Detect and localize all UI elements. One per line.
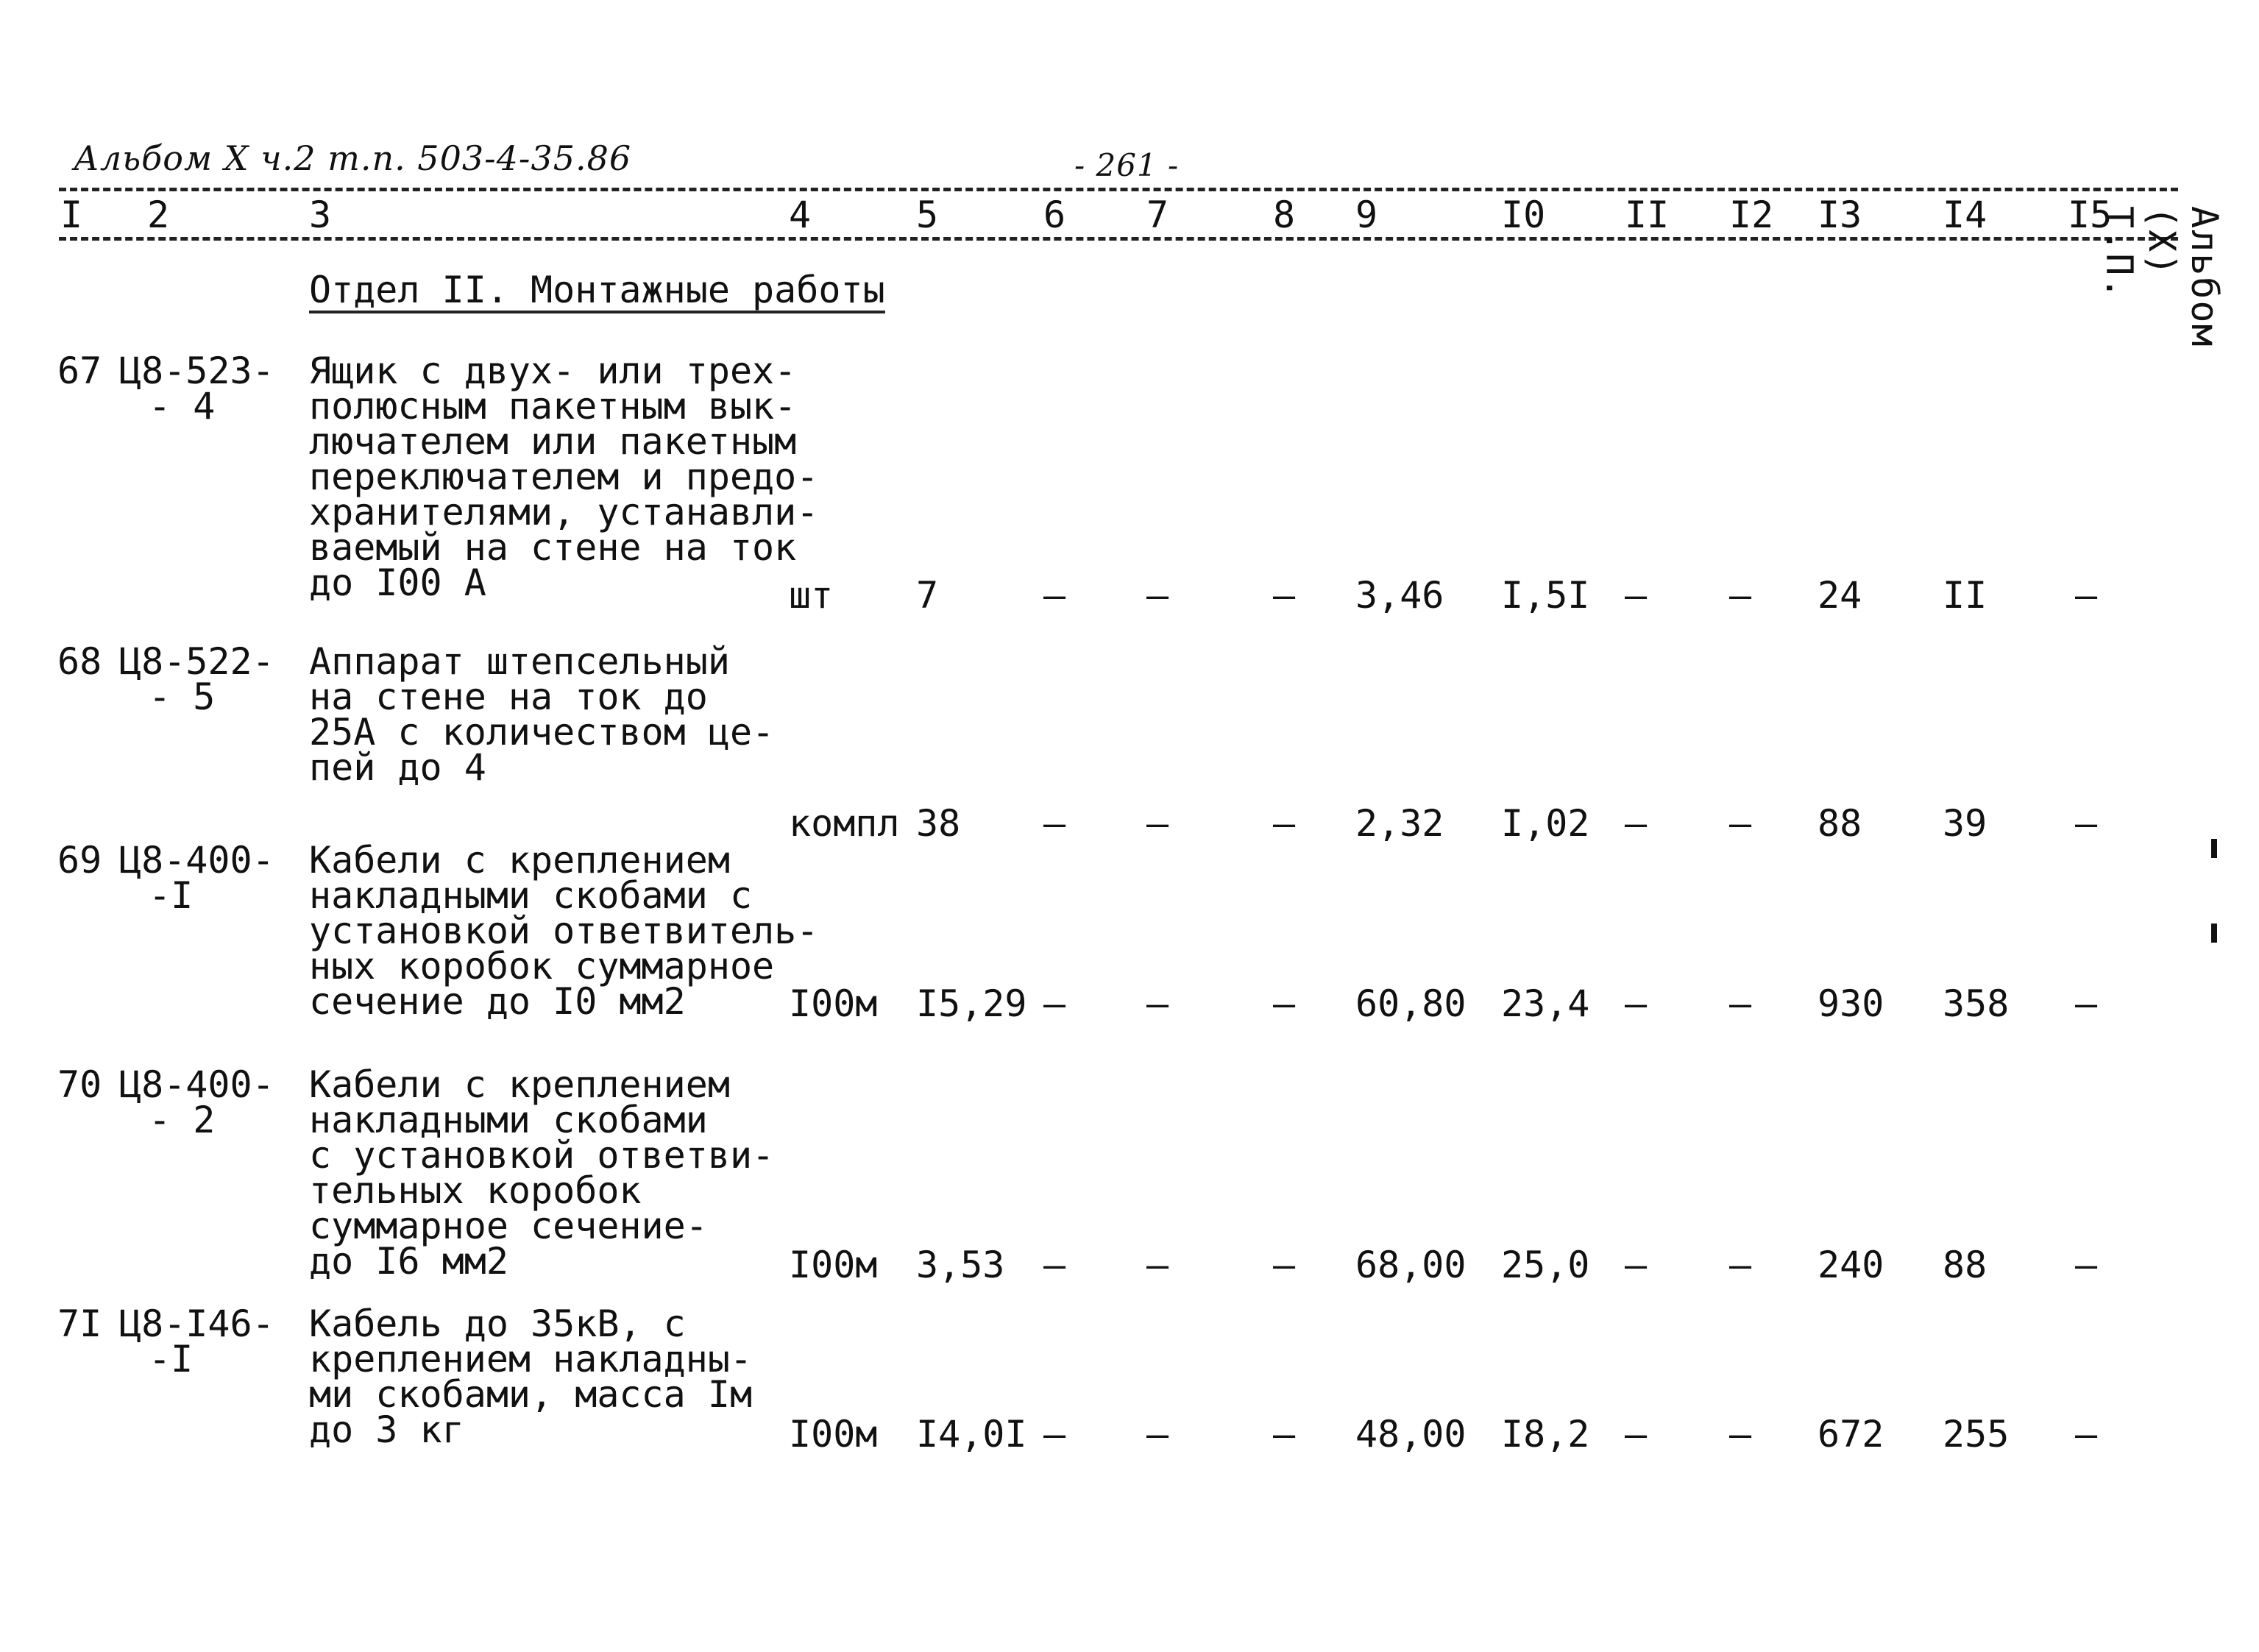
cell-col12: – [1729, 982, 1752, 1025]
column-number: 4 [789, 194, 812, 236]
cell-col6: – [1043, 574, 1066, 617]
description-line: с установкой ответви- [309, 1134, 775, 1177]
row-number: 68 [57, 640, 102, 683]
cell-col7: – [1146, 574, 1169, 617]
row-code [119, 640, 274, 718]
margin-mark [2211, 924, 2217, 943]
cell-col6: – [1043, 802, 1066, 845]
cell-col12: – [1729, 1244, 1752, 1286]
description-line: Кабели с креплением [309, 839, 730, 882]
description-line: лючателем или пакетным [309, 420, 797, 463]
description-line: до I6 мм2 [309, 1240, 508, 1283]
row-code-line: Ц8-523- [119, 350, 274, 392]
row-description [309, 839, 819, 1023]
row-code [119, 350, 274, 428]
cell-col13: 240 [1818, 1244, 1884, 1286]
row-description [309, 1302, 753, 1451]
cell-unit: I00м [789, 1413, 878, 1456]
description-line: переключателем и предо- [309, 455, 819, 498]
cell-col5: 3,53 [916, 1244, 1005, 1286]
column-number: 3 [309, 194, 332, 236]
row-description [309, 640, 775, 789]
row-number: 69 [57, 839, 102, 882]
row-number: 67 [57, 350, 102, 392]
section-title: Отдел II. Монтажные работы [309, 271, 885, 313]
column-number: 5 [916, 194, 939, 236]
cell-col13: 672 [1818, 1413, 1884, 1456]
row-description [309, 350, 819, 604]
cell-col8: – [1273, 982, 1296, 1025]
cell-unit: компл [789, 802, 900, 845]
row-code-line: Ц8-400- [119, 1063, 274, 1106]
cell-col13: 88 [1818, 802, 1862, 845]
description-line: полюсным пакетным вык- [309, 385, 797, 428]
column-number: 2 [147, 194, 170, 236]
cell-col14: 39 [1943, 802, 1987, 845]
description-line: установкой ответвитель- [309, 910, 819, 952]
cell-col14: II [1943, 574, 1987, 617]
side-margin-label: Альбом (X) Т.П. [2098, 206, 2226, 348]
description-line: креплением накладны- [309, 1338, 753, 1380]
column-number: I4 [1943, 194, 1987, 236]
cell-col6: – [1043, 1413, 1066, 1456]
cell-col7: – [1146, 802, 1169, 845]
description-line: до 3 кг [309, 1408, 464, 1451]
cell-col10: 25,0 [1501, 1244, 1590, 1286]
row-number: 70 [57, 1063, 102, 1106]
column-number: I3 [1818, 194, 1862, 236]
cell-col9: 60,80 [1355, 982, 1467, 1025]
description-line: накладными скобами с [309, 874, 753, 917]
cell-col5: 38 [916, 802, 961, 845]
cell-col15: – [2075, 982, 2098, 1025]
row-code-line: -I [149, 1338, 194, 1380]
cell-col7: – [1146, 1413, 1169, 1456]
row-description [309, 1063, 775, 1283]
margin-mark [2211, 839, 2217, 858]
cell-col6: – [1043, 1244, 1066, 1286]
cell-col11: – [1625, 802, 1648, 845]
description-line: Кабели с креплением [309, 1063, 730, 1106]
column-number: I5 [2068, 194, 2113, 236]
description-line: 25А с количеством це- [309, 711, 775, 754]
cell-col5: I5,29 [916, 982, 1027, 1025]
cell-col11: – [1625, 1413, 1648, 1456]
cell-col9: 68,00 [1355, 1244, 1467, 1286]
cell-col8: – [1273, 802, 1296, 845]
cell-col10: 23,4 [1501, 982, 1590, 1025]
row-code [119, 839, 274, 917]
description-line: сечение до I0 мм2 [309, 980, 686, 1023]
column-number: I2 [1729, 194, 1774, 236]
description-line: до I00 А [309, 561, 486, 604]
description-line: пей до 4 [309, 746, 486, 789]
cell-col5: I4,0I [916, 1413, 1027, 1456]
cell-col8: – [1273, 1413, 1296, 1456]
cell-col14: 255 [1943, 1413, 2010, 1456]
column-number: I0 [1501, 194, 1546, 236]
description-line: тельных коробок [309, 1169, 642, 1212]
cell-col11: – [1625, 982, 1648, 1025]
cell-unit: шт [789, 574, 834, 617]
cell-col15: – [2075, 1244, 2098, 1286]
cell-col10: I,02 [1501, 802, 1590, 845]
row-number: 7I [57, 1302, 102, 1345]
cell-col15: – [2075, 574, 2098, 617]
column-number: 7 [1146, 194, 1169, 236]
cell-col14: 358 [1943, 982, 2010, 1025]
cell-col7: – [1146, 1244, 1169, 1286]
cell-col9: 3,46 [1355, 574, 1444, 617]
row-code [119, 1063, 274, 1141]
description-line: ваемый на стене на ток [309, 526, 797, 569]
description-line: Ящик с двух- или трех- [309, 350, 797, 392]
cell-col12: – [1729, 574, 1752, 617]
row-code [119, 1302, 274, 1380]
description-line: хранителями, устанавли- [309, 491, 819, 533]
column-number: I [60, 194, 83, 236]
cell-col7: – [1146, 982, 1169, 1025]
description-line: Аппарат штепсельный [309, 640, 730, 683]
cell-unit: I00м [789, 1244, 878, 1286]
cell-col15: – [2075, 1413, 2098, 1456]
description-line: на стене на ток до [309, 676, 708, 718]
column-number: 8 [1273, 194, 1296, 236]
column-number: II [1625, 194, 1670, 236]
row-code-line: -I [149, 874, 194, 917]
cell-col10: I8,2 [1501, 1413, 1590, 1456]
cell-col11: – [1625, 574, 1648, 617]
row-code-line: - 4 [149, 385, 216, 428]
cell-col13: 930 [1818, 982, 1884, 1025]
cell-col12: – [1729, 802, 1752, 845]
cell-col11: – [1625, 1244, 1648, 1286]
column-number: 6 [1043, 194, 1066, 236]
row-code-line: Ц8-522- [119, 640, 274, 683]
cell-col9: 2,32 [1355, 802, 1444, 845]
cell-unit: I00м [789, 982, 878, 1025]
row-code-line: - 2 [149, 1099, 216, 1141]
cell-col9: 48,00 [1355, 1413, 1467, 1456]
cell-col5: 7 [916, 574, 939, 617]
cell-col6: – [1043, 982, 1066, 1025]
cell-col10: I,5I [1501, 574, 1590, 617]
cell-col12: – [1729, 1413, 1752, 1456]
cell-col15: – [2075, 802, 2098, 845]
cell-col8: – [1273, 574, 1296, 617]
description-line: накладными скобами [309, 1099, 708, 1141]
header-bottom-rule [59, 237, 2178, 241]
column-number: 9 [1355, 194, 1378, 236]
description-line: ных коробок суммарное [309, 945, 775, 988]
page-number: - 261 - [1074, 147, 1180, 183]
cell-col13: 24 [1818, 574, 1862, 617]
description-line: Кабель до 35кВ, с [309, 1302, 686, 1345]
description-line: ми скобами, масса Iм [309, 1373, 753, 1416]
row-code-line: Ц8-I46- [119, 1302, 274, 1345]
cell-col8: – [1273, 1244, 1296, 1286]
album-reference: Альбом X ч.2 т.п. 503-4-35.86 [74, 138, 632, 178]
cell-col14: 88 [1943, 1244, 1987, 1286]
row-code-line: - 5 [149, 676, 216, 718]
description-line: суммарное сечение- [309, 1205, 708, 1247]
header-top-rule [59, 188, 2178, 191]
row-code-line: Ц8-400- [119, 839, 274, 882]
